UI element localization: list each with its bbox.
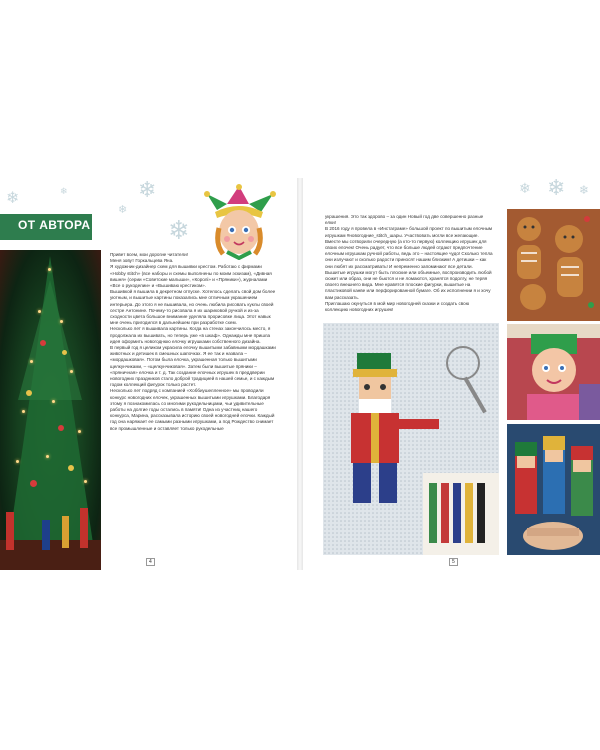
paragraph: В 2016 году я провела в «Инстаграме» большой проект по вышитым елочным игрушкам #новогодние_stitch_шары. Участвовать могли все желающие. Вместе мы сотворили очередную (а кто-то первую) коллекцию игрушек для своих елочек! Очень радует, что все больше людей отдают предпочтение елочным игрушкам ручной работы, ведь это – настоящее чудо! Сколько тепла они излучают и сколько радости приносят нашим близким! А детишки – как они любят их рассматривать! И непременно запоминают все детали. <box>325 226 493 269</box>
nutcracker-figures-photo <box>507 424 600 555</box>
nutcracker-embroidery-photo <box>323 323 499 555</box>
book-spread <box>0 178 600 570</box>
paragraph: украшения. Это так здорово – за один Новый год две совершенно разные елки! <box>325 214 484 226</box>
paragraph: Вышитые игрушки могут быть плоские или объемные, воспроизводить любой сюжет или образ, они не бьются и не ломаются, хранятся подолгу, не теряя своего внешнего вида. Мне нравятся плоские фигурки, вышитые на пластиковой канве или перфорированной бумаге. Об их исполнении я и хочу вам рассказать. <box>325 269 492 300</box>
snowflake-icon: ❄ <box>579 183 590 197</box>
snowflake-icon: ❄ <box>547 176 566 201</box>
paragraph: Вышивкой я вышила в декретном отпуске. Хотелось сделать свой дом более уютным, и вышитые картины показались мне отличным украшением интерьера. До этого я не вышивала, но очень любила рисовать куклы своей сестре Антонине. Почему-то рисовала я их шариковой ручкой и из-за сходности цвета большое внимание уделяла прорисовке лица. Этот навык мне очень пригодился в дальнейшем при разработке схем. <box>110 289 276 326</box>
doll-ornament-photo <box>507 324 600 420</box>
paragraph: Привет всем, мои дорогие читатели! <box>110 252 188 257</box>
page-number: 4 <box>146 558 155 566</box>
section-title: ОТ АВТОРА <box>18 218 91 232</box>
paragraph: В первый год я целиком украсила елочку вышитыми забавными мордашками животных и детишек в смешных шапочках. Я ее так и назвала – «мордашковая». Потом была елочка, украшенная только вышитыми щелкунчиками, – «щелкунчиковая». Затем были вышитые пряники – «пряничная» елочка и т. д. Так создание елочных игрушек в преддверии новогодних праздников стало доброй традицией в нашей семье, и с каждым годом коллекций фигурок только растет. <box>110 345 276 388</box>
page-number: 5 <box>449 558 458 566</box>
jester-doll-icon <box>203 184 277 260</box>
paragraph: Несколько лет я вышивала картины. Когда на стенах закончилось место, я продолжала их вышивать, но теперь уже «в шкаф». Однажды мне пришла идея оформить новогоднюю елочку игрушками собственного дизайна. <box>110 326 271 344</box>
snowflake-icon: ❄ <box>138 178 157 203</box>
author-intro-text <box>110 252 278 432</box>
paragraph: Я художник-дизайнер схем для вышивки крестом. Работаю с фирмами «Hobby stitch» (все наборы и схемы выполнены по моим эскизам), «Дивная вишня» (серии «Советские малыши», «Королі» и «Пряники»), журналами «Все о рукоделии» и «Вышиваю крестиком». <box>110 264 272 289</box>
author-closing-text <box>325 214 493 313</box>
snowflake-icon: ❄ <box>118 203 128 216</box>
paragraph: Несколько лет подряд с компанией «Хоббиушелленное» мы проводили конкурс новогодних елочек, украшенных вышитыми игрушками. Благодаря этому я познакомилась со многими рукодельницами, чьи удивительные работы на долгие годы остались в памяти! Одна из участниц нашего конкурса, Марина, рассказывала историю своей новогодней елочки. Каждый год она наряжает ее самыми разными игрушками, а под Рождество снимает все промышленные и оставляет только рукодельные <box>110 388 275 431</box>
right-page <box>303 178 600 570</box>
snowflake-icon: ❄ <box>6 188 20 207</box>
snowflake-icon: ❄ <box>60 187 68 197</box>
paragraph: Приглашаю окунуться в мой мир новогодней сказки и создать свою коллекцию новогодних игрушек! <box>325 300 470 313</box>
paragraph: Меня зовут Горкальцева Яна. <box>110 258 174 264</box>
section-title-band <box>0 214 92 240</box>
snowflake-icon: ❄ <box>168 216 190 246</box>
left-page <box>0 178 297 570</box>
snowflake-icon: ❄ <box>519 181 531 197</box>
gingerbread-photo <box>507 209 600 321</box>
christmas-tree-photo <box>0 250 101 570</box>
